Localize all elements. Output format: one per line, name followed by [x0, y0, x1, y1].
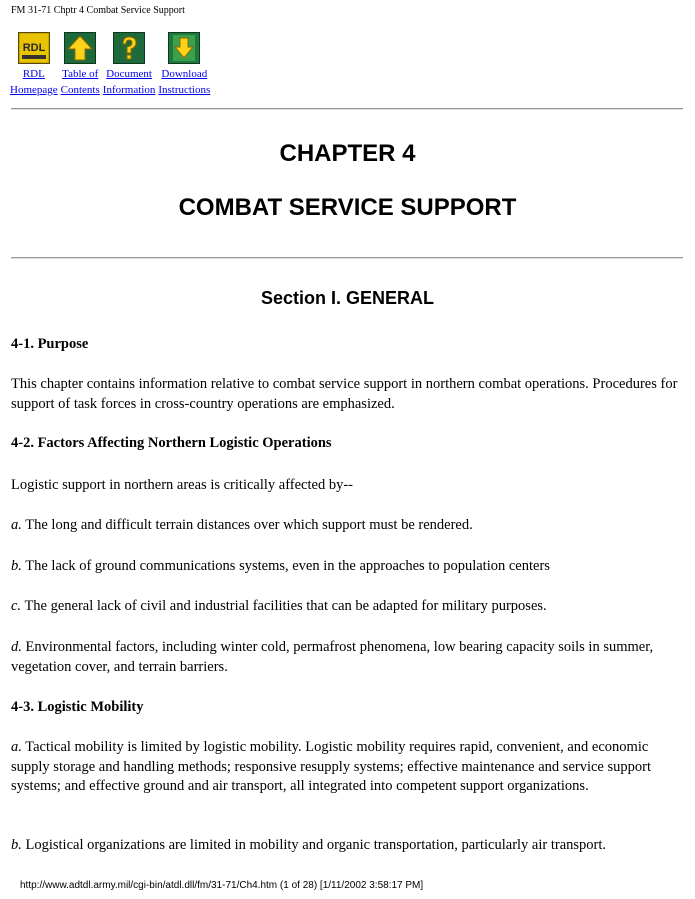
divider [11, 257, 683, 259]
nav-download-instructions[interactable] [158, 32, 210, 98]
heading-4-1 [11, 335, 683, 355]
divider [11, 108, 683, 110]
svg-text:RDL: RDL [22, 42, 46, 54]
nav-document-information[interactable] [103, 32, 156, 98]
subparagraph-letter: c. [11, 598, 22, 614]
paragraph-4-2-b [11, 557, 683, 577]
paragraph-text: Tactical mobility is limited by logistic mobility. Logistic mobility requires rapid, convenient, and economic supply storage and handling methods; responsive resupply systems; effective maintenance and service support systems; and effective ground and air transport, all integrated into competent support organizations. [11, 739, 651, 794]
paragraph-text: Environmental factors, including winter cold, permafrost phenomena, low bearing capacity soils in summer, vegetation cover, and terrain barriers. [11, 639, 654, 675]
nav-table-of-contents[interactable] [61, 32, 100, 98]
download-arrow-icon[interactable] [168, 32, 200, 64]
nav-label-line1[interactable]: Download [161, 68, 208, 80]
section-title: Section I. GENERAL [260, 288, 435, 308]
heading-4-2 [11, 434, 683, 454]
nav-label-line2[interactable]: Contents [60, 84, 100, 96]
paragraph-text: Logistical organizations are limited in mobility and organic transportation, particularly air transport. [25, 837, 607, 853]
chapter-title: CHAPTER 4 [279, 140, 416, 167]
nav-label-line2[interactable]: Homepage [10, 84, 58, 96]
paragraph-4-3-a [11, 738, 683, 797]
paragraph-text: This chapter contains information relative to combat service support in northern combat operations. Procedures for support of task forces in cross-country operations are emphasized. [11, 376, 678, 412]
paragraph-4-3-b [11, 836, 683, 856]
subparagraph-letter: b. [11, 558, 22, 574]
paragraph-text: Logistic support in northern areas is critically affected by-- [11, 477, 353, 493]
question-mark-icon[interactable] [113, 32, 145, 64]
nav-label-line1[interactable]: Document [106, 68, 152, 80]
nav-label-line2[interactable]: Instructions [158, 84, 211, 96]
subparagraph-letter: d. [11, 639, 22, 655]
subparagraph-letter: a. [11, 739, 22, 755]
paragraph-text: The long and difficult terrain distances over which support must be rendered. [25, 517, 473, 533]
rdl-logo-icon[interactable] [18, 32, 50, 64]
heading-4-3 [11, 698, 683, 718]
paragraph-4-2-intro [11, 476, 683, 496]
paragraph-heading: 4-1. Purpose [11, 336, 89, 352]
up-arrow-icon[interactable] [64, 32, 96, 64]
nav-label-line2[interactable]: Information [102, 84, 156, 96]
nav-rdl-homepage[interactable] [10, 32, 58, 98]
nav-label-line1[interactable]: RDL [22, 68, 45, 80]
paragraph-4-2-a [11, 516, 683, 536]
page-footer: http://www.adtdl.army.mil/cgi-bin/atdl.dll/fm/31-71/Ch4.htm (1 of 28) [1/11/2002 3:58:17 PM] [20, 880, 424, 891]
paragraph-4-2-c [11, 597, 683, 617]
nav-bar [10, 32, 213, 98]
nav-label-line1[interactable]: Table of [62, 68, 99, 80]
page-header: FM 31-71 Chptr 4 Combat Service Support [11, 5, 185, 16]
paragraph-heading: 4-3. Logistic Mobility [11, 699, 144, 715]
paragraph-4-2-d [11, 638, 683, 677]
chapter-subtitle: COMBAT SERVICE SUPPORT [178, 194, 517, 221]
paragraph-heading: 4-2. Factors Affecting Northern Logistic Operations [11, 435, 332, 451]
subparagraph-letter: a. [11, 517, 22, 533]
paragraph-4-1 [11, 375, 683, 414]
subparagraph-letter: b. [11, 837, 22, 853]
paragraph-text: The general lack of civil and industrial facilities that can be adapted for military purposes. [24, 598, 547, 614]
paragraph-text: The lack of ground communications systems, even in the approaches to population centers [25, 558, 550, 574]
